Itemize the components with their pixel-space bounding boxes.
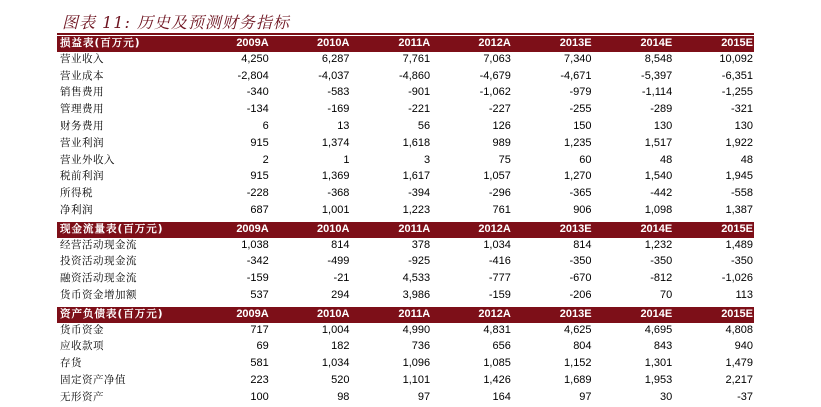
value-cell: 378 (350, 238, 431, 254)
value-cell: 915 (189, 135, 270, 152)
table-row (57, 152, 754, 169)
value-cell: -499 (270, 254, 351, 271)
value-cell: 1,689 (512, 372, 593, 389)
year-header: 2014E (593, 36, 674, 52)
value-cell: -350 (512, 254, 593, 271)
year-header: 2012A (431, 307, 512, 323)
year-header: 2012A (431, 222, 512, 238)
table-row (57, 68, 754, 85)
value-cell: 4,808 (673, 323, 754, 339)
row-label: 融资活动现金流 (57, 271, 189, 288)
year-header: 2010A (270, 222, 351, 238)
value-cell: 2 (189, 152, 270, 169)
value-cell: 1,038 (189, 238, 270, 254)
year-header: 2013E (512, 307, 593, 323)
year-header: 2011A (350, 36, 431, 52)
table-row (57, 254, 754, 271)
table-row (57, 372, 754, 389)
value-cell: 1,301 (593, 356, 674, 373)
value-cell: 843 (593, 339, 674, 356)
value-cell: -4,679 (431, 68, 512, 85)
value-cell: -159 (431, 287, 512, 304)
value-cell: 6,287 (270, 52, 351, 68)
value-cell: -812 (593, 271, 674, 288)
value-cell: 4,695 (593, 323, 674, 339)
value-cell: 1,223 (350, 202, 431, 219)
value-cell: -37 (673, 389, 754, 406)
row-label: 财务费用 (57, 118, 189, 135)
value-cell: -159 (189, 271, 270, 288)
table-row (57, 271, 754, 288)
value-cell: 1,101 (350, 372, 431, 389)
value-cell: 98 (270, 389, 351, 406)
value-cell: 130 (593, 118, 674, 135)
value-cell: -4,671 (512, 68, 593, 85)
value-cell: -227 (431, 102, 512, 119)
row-label: 投资活动现金流 (57, 254, 189, 271)
value-cell: 4,533 (350, 271, 431, 288)
value-cell: -368 (270, 186, 351, 203)
value-cell: 4,250 (189, 52, 270, 68)
year-header: 2010A (270, 307, 351, 323)
value-cell: -134 (189, 102, 270, 119)
value-cell: 113 (673, 287, 754, 304)
section-title: 现金流量表(百万元) (57, 222, 189, 238)
value-cell: 56 (350, 118, 431, 135)
value-cell: 940 (673, 339, 754, 356)
value-cell: 1,098 (593, 202, 674, 219)
value-cell: 989 (431, 135, 512, 152)
value-cell: -255 (512, 102, 593, 119)
year-header: 2013E (512, 222, 593, 238)
value-cell: 814 (512, 238, 593, 254)
table-row (57, 339, 754, 356)
value-cell: 1,922 (673, 135, 754, 152)
value-cell: 1,232 (593, 238, 674, 254)
value-cell: 100 (189, 389, 270, 406)
value-cell: 1 (270, 152, 351, 169)
table-row (57, 102, 754, 119)
value-cell: 10,092 (673, 52, 754, 68)
table-row (57, 323, 754, 339)
value-cell: 1,426 (431, 372, 512, 389)
table-caption: 图表 11: 历史及预测财务指标 (62, 13, 290, 32)
value-cell: 2,217 (673, 372, 754, 389)
year-header: 2014E (593, 222, 674, 238)
value-cell: 656 (431, 339, 512, 356)
value-cell: 294 (270, 287, 351, 304)
value-cell: -296 (431, 186, 512, 203)
value-cell: -979 (512, 85, 593, 102)
row-label: 营业收入 (57, 52, 189, 68)
value-cell: 4,831 (431, 323, 512, 339)
table-row (57, 356, 754, 373)
row-label: 税前利润 (57, 169, 189, 186)
year-header: 2010A (270, 36, 351, 52)
row-label: 货币资金 (57, 323, 189, 339)
value-cell: 1,618 (350, 135, 431, 152)
table-row (57, 287, 754, 304)
value-cell: -583 (270, 85, 351, 102)
value-cell: 75 (431, 152, 512, 169)
year-header: 2012A (431, 36, 512, 52)
row-label: 无形资产 (57, 389, 189, 406)
row-label: 经营活动现金流 (57, 238, 189, 254)
section-header-row (57, 307, 754, 323)
value-cell: 4,625 (512, 323, 593, 339)
value-cell: -777 (431, 271, 512, 288)
value-cell: 1,517 (593, 135, 674, 152)
value-cell: -206 (512, 287, 593, 304)
section-title: 资产负债表(百万元) (57, 307, 189, 323)
value-cell: 3,986 (350, 287, 431, 304)
value-cell: -1,062 (431, 85, 512, 102)
value-cell: -2,804 (189, 68, 270, 85)
value-cell: -1,114 (593, 85, 674, 102)
value-cell: -925 (350, 254, 431, 271)
row-label: 管理费用 (57, 102, 189, 119)
value-cell: -1,255 (673, 85, 754, 102)
year-header: 2014E (593, 307, 674, 323)
value-cell: -442 (593, 186, 674, 203)
value-cell: -350 (593, 254, 674, 271)
section-header-row (57, 222, 754, 238)
row-label: 净利润 (57, 202, 189, 219)
financial-table (57, 36, 754, 407)
section-title: 损益表(百万元) (57, 36, 189, 52)
value-cell: 1,004 (270, 323, 351, 339)
value-cell: 1,540 (593, 169, 674, 186)
value-cell: 761 (431, 202, 512, 219)
table-row (57, 169, 754, 186)
value-cell: -4,037 (270, 68, 351, 85)
row-label: 应收款项 (57, 339, 189, 356)
value-cell: 1,085 (431, 356, 512, 373)
value-cell: 1,270 (512, 169, 593, 186)
value-cell: 6 (189, 118, 270, 135)
value-cell: -4,860 (350, 68, 431, 85)
value-cell: 717 (189, 323, 270, 339)
year-header: 2015E (673, 222, 754, 238)
value-cell: 60 (512, 152, 593, 169)
value-cell: 7,761 (350, 52, 431, 68)
row-label: 存货 (57, 356, 189, 373)
value-cell: -901 (350, 85, 431, 102)
value-cell: -5,397 (593, 68, 674, 85)
value-cell: 7,340 (512, 52, 593, 68)
row-label: 销售费用 (57, 85, 189, 102)
value-cell: 7,063 (431, 52, 512, 68)
year-header: 2009A (189, 36, 270, 52)
value-cell: 1,369 (270, 169, 351, 186)
value-cell: -6,351 (673, 68, 754, 85)
value-cell: -228 (189, 186, 270, 203)
value-cell: 126 (431, 118, 512, 135)
table-row (57, 238, 754, 254)
table-row (57, 202, 754, 219)
row-label: 所得税 (57, 186, 189, 203)
year-header: 2015E (673, 307, 754, 323)
value-cell: 223 (189, 372, 270, 389)
value-cell: -342 (189, 254, 270, 271)
year-header: 2015E (673, 36, 754, 52)
value-cell: 915 (189, 169, 270, 186)
table-row (57, 135, 754, 152)
value-cell: 182 (270, 339, 351, 356)
value-cell: 8,548 (593, 52, 674, 68)
value-cell: 164 (431, 389, 512, 406)
value-cell: 4,990 (350, 323, 431, 339)
value-cell: 130 (673, 118, 754, 135)
value-cell: 1,953 (593, 372, 674, 389)
value-cell: 804 (512, 339, 593, 356)
value-cell: -340 (189, 85, 270, 102)
value-cell: 687 (189, 202, 270, 219)
value-cell: -365 (512, 186, 593, 203)
value-cell: 814 (270, 238, 351, 254)
value-cell: 13 (270, 118, 351, 135)
value-cell: -21 (270, 271, 351, 288)
value-cell: 1,034 (431, 238, 512, 254)
value-cell: 30 (593, 389, 674, 406)
table-row (57, 186, 754, 203)
value-cell: 1,374 (270, 135, 351, 152)
value-cell: -169 (270, 102, 351, 119)
value-cell: 97 (512, 389, 593, 406)
row-label: 营业利润 (57, 135, 189, 152)
section-header-row (57, 36, 754, 52)
value-cell: 906 (512, 202, 593, 219)
value-cell: -221 (350, 102, 431, 119)
value-cell: -1,026 (673, 271, 754, 288)
year-header: 2009A (189, 307, 270, 323)
table-row (57, 85, 754, 102)
value-cell: 581 (189, 356, 270, 373)
value-cell: 537 (189, 287, 270, 304)
year-header: 2009A (189, 222, 270, 238)
row-label: 营业成本 (57, 68, 189, 85)
row-label: 固定资产净值 (57, 372, 189, 389)
value-cell: -321 (673, 102, 754, 119)
table-row (57, 389, 754, 406)
value-cell: -289 (593, 102, 674, 119)
value-cell: 1,001 (270, 202, 351, 219)
value-cell: 1,235 (512, 135, 593, 152)
value-cell: 150 (512, 118, 593, 135)
value-cell: 70 (593, 287, 674, 304)
value-cell: 48 (673, 152, 754, 169)
row-label: 营业外收入 (57, 152, 189, 169)
value-cell: -670 (512, 271, 593, 288)
year-header: 2011A (350, 222, 431, 238)
value-cell: 69 (189, 339, 270, 356)
value-cell: 48 (593, 152, 674, 169)
value-cell: -394 (350, 186, 431, 203)
value-cell: 1,387 (673, 202, 754, 219)
value-cell: 1,479 (673, 356, 754, 373)
value-cell: 520 (270, 372, 351, 389)
caption-rule (57, 33, 754, 35)
value-cell: 1,057 (431, 169, 512, 186)
value-cell: 1,489 (673, 238, 754, 254)
value-cell: 1,034 (270, 356, 351, 373)
year-header: 2011A (350, 307, 431, 323)
value-cell: 736 (350, 339, 431, 356)
value-cell: 1,945 (673, 169, 754, 186)
table-row (57, 52, 754, 68)
row-label: 货币资金增加额 (57, 287, 189, 304)
year-header: 2013E (512, 36, 593, 52)
value-cell: 3 (350, 152, 431, 169)
table-row (57, 118, 754, 135)
value-cell: 97 (350, 389, 431, 406)
value-cell: 1,617 (350, 169, 431, 186)
value-cell: -416 (431, 254, 512, 271)
value-cell: -350 (673, 254, 754, 271)
value-cell: 1,096 (350, 356, 431, 373)
value-cell: -558 (673, 186, 754, 203)
value-cell: 1,152 (512, 356, 593, 373)
